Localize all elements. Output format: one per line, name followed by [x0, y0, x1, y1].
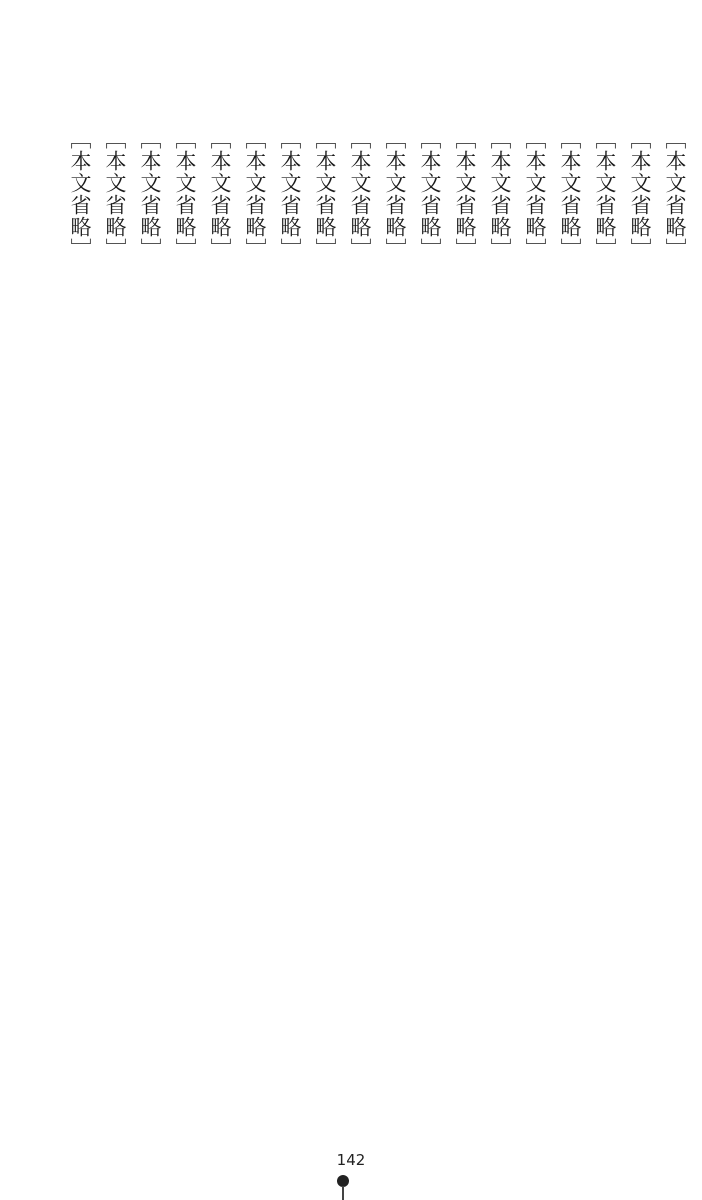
text-column: ［本文省略］	[488, 128, 512, 260]
text-column: ［本文省略］	[103, 128, 127, 260]
text-column: ［本文省略］	[138, 128, 162, 260]
text-column: ［本文省略］	[453, 128, 477, 260]
text-column: ［本文省略］	[243, 128, 267, 260]
text-column: ［本文省略］	[313, 128, 337, 260]
text-column: ［本文省略］	[208, 128, 232, 260]
text-column: ［本文省略］	[663, 128, 687, 260]
text-column: ［本文省略］	[173, 128, 197, 260]
text-column: ［本文省略］	[418, 128, 442, 260]
text-column: ［本文省略］	[68, 128, 92, 260]
text-column: ［本文省略］	[593, 128, 617, 260]
body-text	[62, 128, 692, 988]
page-number: 142	[336, 1151, 366, 1169]
text-column: ［本文省略］	[278, 128, 302, 260]
text-column: ［本文省略］	[523, 128, 547, 260]
text-column: ［本文省略］	[348, 128, 372, 260]
text-column: ［本文省略］	[628, 128, 652, 260]
text-column: ［本文省略］	[383, 128, 407, 260]
text-column: ［本文省略］	[558, 128, 582, 260]
footer-ornament-line	[342, 1186, 344, 1200]
